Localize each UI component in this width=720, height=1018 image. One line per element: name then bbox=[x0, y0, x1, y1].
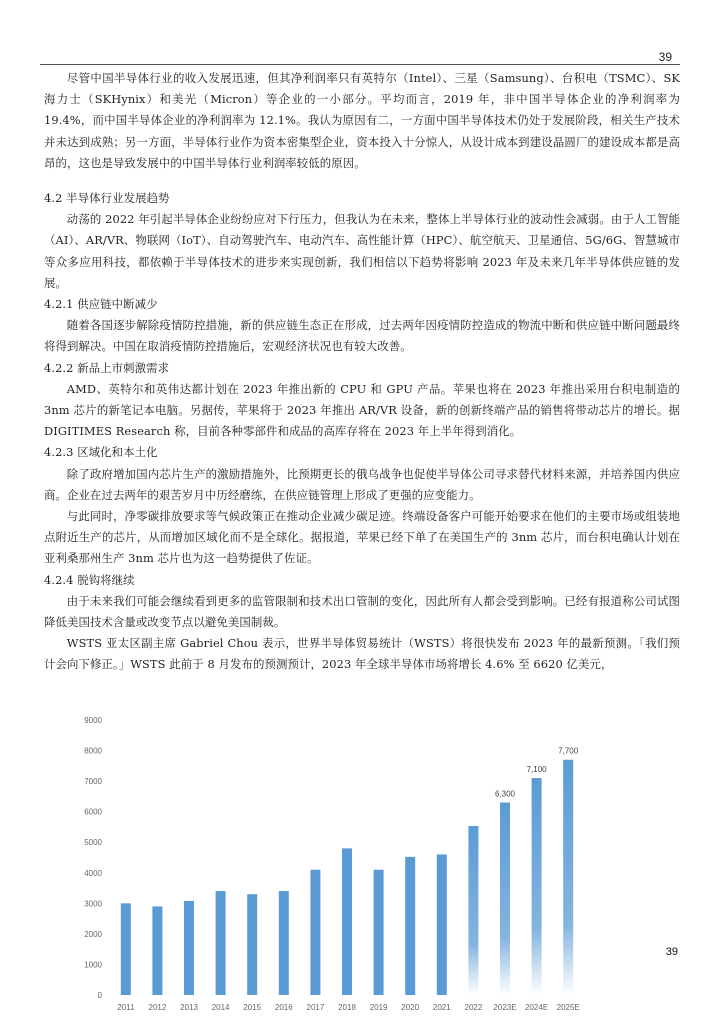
paragraph: AMD、英特尔和英伟达都计划在 2023 年推出新的 CPU 和 GPU 产品。苹果也将在 2023 年推出采用台积电制造的 3nm 芯片的新笔记本电脑。另据传，苹果将于 2023 年推出 AR/VR 设备，新的创新终端产品的销售将带动芯片的增长。据 DIGITIMES Research 称，目前各种零部件和成品的高库存将在 2023 年上半年得到消化。 bbox=[44, 381, 680, 439]
bar bbox=[374, 870, 384, 995]
bar bbox=[184, 901, 194, 995]
bar bbox=[500, 803, 510, 996]
paragraph: 随着各国逐步解除疫情防控措施，新的供应链生态正在形成，过去两年因疫情防控造成的物流中断和供应链中断问题最终将得到解决。中国在取消疫情防控措施后，宏观经济状况也有较大改善。 bbox=[44, 318, 680, 354]
x-tick-label: 2015 bbox=[243, 1003, 262, 1012]
x-tick-label: 2025E bbox=[556, 1003, 580, 1012]
bar bbox=[342, 848, 352, 995]
x-tick-label: 2013 bbox=[180, 1003, 198, 1012]
spacer bbox=[44, 174, 680, 188]
x-tick-label: 2021 bbox=[432, 1003, 451, 1012]
x-tick-label: 2014 bbox=[211, 1003, 230, 1012]
header-page-number: 39 bbox=[658, 50, 672, 64]
section-heading: 4.2 半导体行业发展趋势 bbox=[44, 191, 170, 206]
bar bbox=[563, 760, 573, 995]
paragraph: 除了政府增加国内芯片生产的激励措施外，比预期更长的俄乌战争也促使半导体公司寻求替代材料来源，并培养国内供应商。企业在过去两年的艰苦岁月中历经磨练，在供应链管理上形成了更强的应变能力。 bbox=[44, 466, 680, 502]
paragraph: WSTS 亚太区副主席 Gabriel Chou 表示，世界半导体贸易统计（WSTS）将很快发布 2023 年的最新预测。「我们预计会向下修正。」WSTS 此前于 8 月发布的预测预计，2023 年全球半导体市场将增长 4.6% 至 6620 亿美元， bbox=[44, 636, 680, 672]
paragraph: 与此同时，净零碳排放要求等气候政策正在推动企业减少碳足迹。终端设备客户可能开始要求在他们的主要市场或组装地点附近生产的芯片，从而增加区域化而不是全球化。据报道，苹果已经下单了在美国生产的 3nm 芯片，而台积电确认计划在亚利桑那州生产 3nm 芯片也为这一趋势提供了佐证。 bbox=[44, 509, 680, 566]
bar bbox=[279, 891, 289, 995]
data-label: 7,700 bbox=[558, 746, 579, 756]
subsection-heading: 4.2.3 区域化和本土化 bbox=[44, 445, 158, 460]
x-tick-label: 2011 bbox=[117, 1003, 135, 1012]
y-tick-label: 6000 bbox=[84, 807, 102, 817]
x-tick-label: 2023E bbox=[493, 1003, 517, 1012]
y-tick-label: 2000 bbox=[84, 929, 102, 939]
subsection-heading: 4.2.1 供应链中断减少 bbox=[44, 297, 158, 312]
x-tick-label: 2019 bbox=[369, 1003, 388, 1012]
paragraph: 动荡的 2022 年引起半导体企业纷纷应对下行压力，但我认为在未来，整体上半导体行业的波动性会减弱。由于人工智能（AI）、AR/VR、物联网（IoT）、自动驾驶汽车、电动汽车、高性能计算（HPC）、航空航天、卫星通信、5G/6G、智慧城市等众多应用科技，都依赖于半导体技术的进步来实现创新，我们相信以下趋势将影响 2023 年及未来几年半导体供应链的发展。 bbox=[44, 212, 680, 290]
x-tick-label: 2024E bbox=[525, 1003, 549, 1012]
footer-page-number: 39 bbox=[665, 946, 678, 958]
market-size-chart bbox=[44, 700, 680, 1018]
header-rule bbox=[40, 64, 680, 65]
bar bbox=[405, 857, 415, 995]
paragraph: 尽管中国半导体行业的收入发展迅速，但其净利润率只有英特尔（Intel）、三星（Samsung）、台积电（TSMC）、SK 海力士（SKHynix）和美光（Micron）等企业的一小部分。平均而言，2019 年，非中国半导体企业的净利润率为 19.4%，而中国半导体企业的净利润率为 12.1%。我认为原因有二，一方面中国半导体技术仍处于发展阶段，相关生产技术并未达到成熟；另一方面，半导体行业作为资本密集型企业，资本投入十分惊人，从设计成本到建设晶圆厂的建设成本都是高昂的，这也是导致发展中的中国半导体行业利润率较低的原因。 bbox=[44, 71, 680, 170]
bar bbox=[310, 870, 320, 995]
y-tick-label: 0 bbox=[97, 991, 102, 1000]
y-tick-label: 9000 bbox=[84, 716, 102, 725]
y-tick-label: 8000 bbox=[84, 746, 102, 756]
y-tick-label: 3000 bbox=[84, 899, 102, 909]
x-tick-label: 2018 bbox=[338, 1003, 356, 1012]
y-tick-label: 5000 bbox=[84, 838, 102, 848]
x-tick-label: 2012 bbox=[148, 1003, 167, 1012]
bar bbox=[247, 894, 257, 995]
bar-chart-svg bbox=[44, 700, 680, 1018]
y-tick-label: 7000 bbox=[84, 777, 102, 787]
x-tick-label: 2022 bbox=[464, 1003, 483, 1012]
document-body bbox=[44, 68, 680, 676]
bar bbox=[121, 903, 131, 995]
bar bbox=[152, 906, 162, 995]
y-tick-label: 1000 bbox=[84, 960, 102, 970]
paragraph: 由于未来我们可能会继续看到更多的监管限制和技术出口管制的变化，因此所有人都会受到影响。已经有报道称公司试图降低美国技术含量或改变节点以避免美国制裁。 bbox=[44, 593, 680, 630]
y-tick-label: 4000 bbox=[84, 868, 102, 878]
bar bbox=[532, 778, 542, 995]
subsection-heading: 4.2.2 新品上市刺激需求 bbox=[44, 360, 170, 375]
data-label: 7,100 bbox=[526, 765, 547, 775]
x-tick-label: 2017 bbox=[306, 1003, 325, 1012]
data-label: 6,300 bbox=[494, 789, 516, 799]
bar bbox=[468, 826, 478, 995]
x-tick-label: 2016 bbox=[274, 1003, 293, 1012]
subsection-heading: 4.2.4 脱钩将继续 bbox=[44, 572, 135, 587]
bar bbox=[216, 891, 226, 995]
bar bbox=[437, 854, 447, 995]
x-tick-label: 2020 bbox=[401, 1003, 420, 1012]
